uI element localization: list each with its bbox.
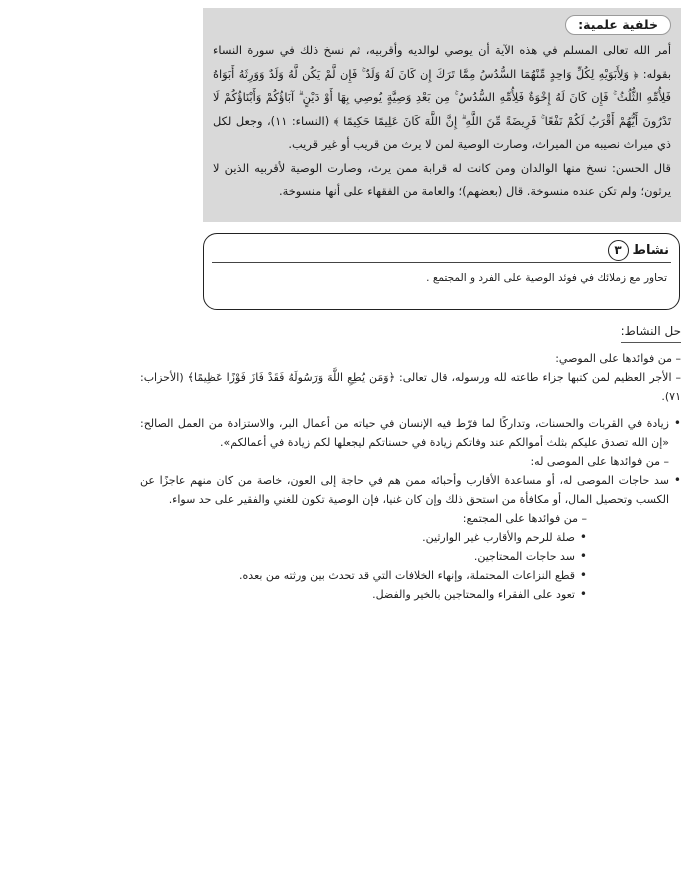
list-item: • قطع النزاعات المحتملة، وإنهاء الخلافات التي قد تحدث بين ورثته من بعده. xyxy=(140,566,587,585)
activity-header xyxy=(608,240,670,261)
list-item: • صلة للرحم والأقارب غير الوارثين. xyxy=(140,528,587,547)
activity-number-badge: ٣ xyxy=(608,240,629,261)
activity-divider xyxy=(212,262,671,263)
background-title: خلفية علمية: xyxy=(565,15,671,35)
solution-bullet-needs: • سد حاجات الموصى له، أو مساعدة الأقارب وأحبائه ممن هم في حاجة إلى العون، خاصة من كان منهم عاجزًا عن الكسب وتحصيل المال، أو مكافأة من استحق ذلك وإن كان غنيا، فإن الوصية تكون للغني والفقير على حد سواء. xyxy=(140,471,681,509)
solution-heading-beneficiary: – من فوائدها على الموصى له: xyxy=(530,455,669,468)
solution-bullet-good-deeds: • زيادة في القربات والحسنات، وتداركًا لما فرّط فيه الإنسان في حياته من أعمال البر، والاستزادة من العمل الصالح: «إن الله تصدق عليكم بثلث أموالكم عند وفاتكم زيادة في حسناتكم ليجعلها لكم زيادة في أعمالكم». xyxy=(140,414,681,452)
society-benefits xyxy=(140,509,681,604)
list-item: • تعود على الفقراء والمحتاجين بالخير والفضل. xyxy=(140,585,587,604)
background-paragraph-2: قال الحسن: نسخ منها الوالدان ومن كانت له قرابة ممن يرث، وصارت الوصية لأقربيه الذين لا يرثون؛ ولم تكن عنده منسوخة. قال (بعضهم)؛ والعامة من الفقهاء على أنها منسوخة. xyxy=(213,160,671,198)
activity-solution xyxy=(140,322,681,604)
activity-box xyxy=(203,233,680,310)
scientific-background-box xyxy=(203,8,681,222)
solution-heading-testator: – من فوائدها على الموصي: xyxy=(555,352,681,365)
list-item: • سد حاجات المحتاجين. xyxy=(140,547,587,566)
activity-text: تحاور مع زملائك في فوئد الوصية على الفرد و المجتمع . xyxy=(426,272,667,284)
solution-heading-society: – من فوائدها على المجتمع: xyxy=(462,512,587,525)
activity-label: نشاط xyxy=(632,243,669,258)
solution-reward-text: – الأجر العظيم لمن كتبها جزاء طاعته لله ورسوله، قال تعالى: ﴿وَمَن يُطِعِ اللَّهَ وَرَسُولَهُ فَقَدْ فَازَ فَوْزًا عَظِيمًا﴾ (الأحزاب: ٧١). xyxy=(140,371,681,403)
background-paragraph-1: أمر الله تعالى المسلم في هذه الآية أن يوصي لوالديه وأقربيه، ثم نسخ ذلك في سورة النساء بقوله: ﴿ وَلِأَبَوَيْهِ لِكُلِّ وَاحِدٍ مِّنْهُمَا السُّدُسُ مِمَّا تَرَكَ إِن كَانَ لَهُ وَلَدٌ ۚ فَإِن لَّمْ يَكُن لَّهُ وَلَدٌ وَوَرِثَهُ أَبَوَاهُ فَلِأُمِّهِ الثُّلُثُ ۚ فَإِن كَانَ لَهُ إِخْوَةٌ فَلِأُمِّهِ السُّدُسُ ۚ مِن بَعْدِ وَصِيَّةٍ يُوصِي بِهَا أَوْ دَيْنٍ ۗ آبَاؤُكُمْ وَأَبْنَاؤُكُمْ لَا تَدْرُونَ أَيُّهُمْ أَقْرَبُ لَكُمْ نَفْعًا ۚ فَرِيضَةً مِّنَ اللَّهِ ۗ إِنَّ اللَّهَ كَانَ عَلِيمًا حَكِيمًا ﴾ (النساء: ١١)، وجعل لكل ذي ميراث نصيبه من الميراث، وصارت الوصية لمن لا يرث من قريب أو غير قريب. xyxy=(213,43,671,151)
solution-title: حل النشاط: xyxy=(621,322,681,343)
